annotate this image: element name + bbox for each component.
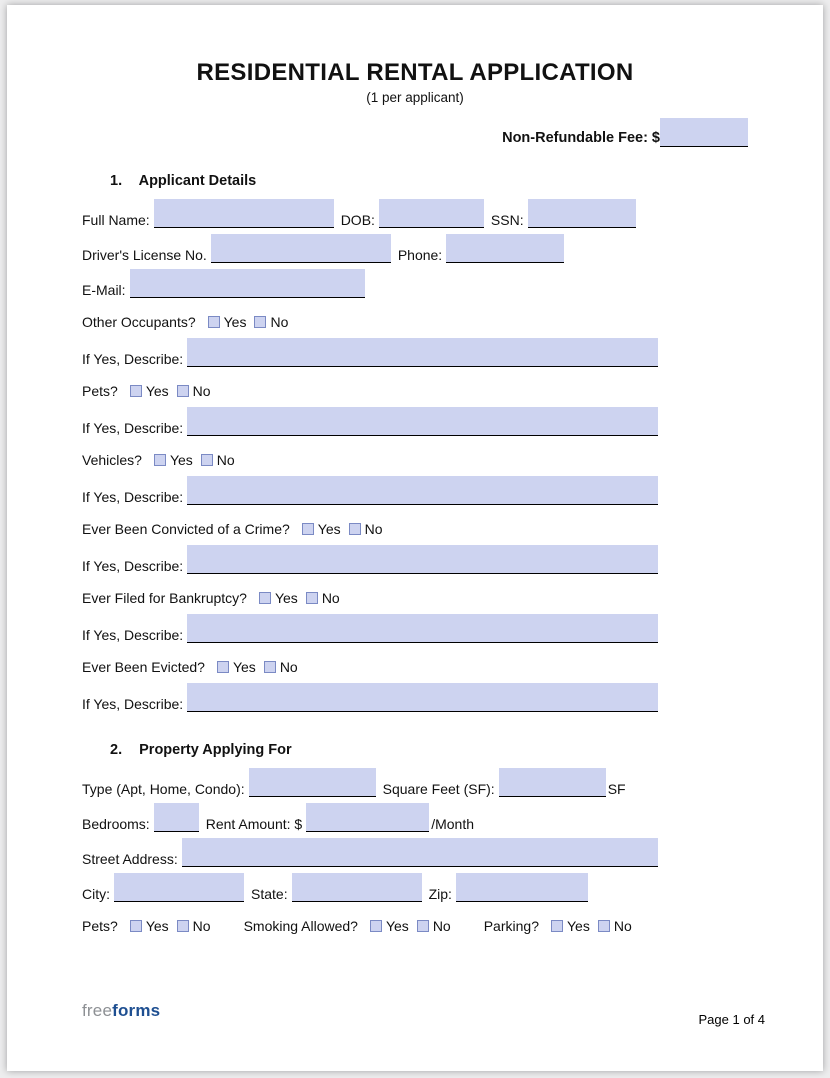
bedrooms-rent-row [82, 802, 748, 832]
property-type-field[interactable] [249, 768, 376, 797]
if-yes-describe-label: If Yes, Describe: [82, 420, 184, 436]
yes-option-label: Yes [317, 521, 341, 537]
convicted-describe-field[interactable] [187, 545, 658, 574]
sf-suffix-label: SF [607, 781, 626, 797]
no-option-label: No [270, 314, 289, 330]
bankruptcy-question [82, 590, 340, 606]
convicted-row [82, 519, 748, 539]
describe-row-5 [82, 613, 748, 643]
drivers-license-field[interactable] [211, 234, 391, 263]
ssn-label: SSN: [490, 212, 524, 228]
convicted-yes-checkbox[interactable] [302, 523, 314, 535]
bankruptcy-yes-checkbox[interactable] [259, 592, 271, 604]
bankruptcy-no-checkbox[interactable] [306, 592, 318, 604]
describe-row-3 [82, 475, 748, 505]
evicted-no-checkbox[interactable] [264, 661, 276, 673]
bedrooms-label: Bedrooms: [82, 816, 150, 832]
email-row [82, 268, 748, 298]
yes-option-label: Yes [232, 659, 256, 675]
no-option-label: No [192, 383, 211, 399]
vehicles-row [82, 450, 748, 470]
vehicles-describe-field[interactable] [187, 476, 658, 505]
section-2-number: 2. [110, 742, 123, 758]
document-title: RESIDENTIAL RENTAL APPLICATION [196, 59, 634, 86]
ssn-field[interactable] [528, 199, 636, 228]
pets-yes-checkbox[interactable] [130, 385, 142, 397]
other-occupants-question [82, 314, 288, 330]
full-name-row [82, 198, 748, 228]
state-field[interactable] [292, 873, 422, 902]
other-occupants-row [82, 312, 748, 332]
yes-option-label: Yes [223, 314, 247, 330]
if-yes-describe-label: If Yes, Describe: [82, 351, 184, 367]
parking-yes-checkbox[interactable] [551, 920, 563, 932]
no-option-label: No [279, 659, 298, 675]
no-option-label: No [432, 918, 451, 934]
vehicles-no-checkbox[interactable] [201, 454, 213, 466]
convicted-no-checkbox[interactable] [349, 523, 361, 535]
smoking-question [244, 918, 451, 934]
property-options-row [82, 916, 748, 936]
if-yes-describe-label: If Yes, Describe: [82, 558, 184, 574]
parking-question [484, 918, 632, 934]
brand-free-text: free [82, 1001, 113, 1020]
bedrooms-field[interactable] [154, 803, 199, 832]
no-option-label: No [192, 918, 211, 934]
fee-label: Non-Refundable Fee: $ [502, 130, 660, 146]
yes-option-label: Yes [385, 918, 409, 934]
bankruptcy-label: Ever Filed for Bankruptcy? [82, 590, 247, 606]
document-subtitle: (1 per applicant) [366, 90, 464, 105]
convicted-question [82, 521, 383, 537]
property-pets-question [82, 918, 211, 934]
property-type-label: Type (Apt, Home, Condo): [82, 781, 245, 797]
smoking-no-checkbox[interactable] [417, 920, 429, 932]
parking-label: Parking? [483, 918, 539, 934]
pets-label: Pets? [82, 383, 118, 399]
street-address-label: Street Address: [82, 851, 178, 867]
no-option-label: No [216, 452, 235, 468]
phone-label: Phone: [397, 247, 443, 263]
freeforms-logo [82, 1001, 160, 1021]
bankruptcy-describe-field[interactable] [187, 614, 658, 643]
page-indicator: Page 1 of 4 [698, 1012, 765, 1027]
city-label: City: [82, 886, 110, 902]
full-name-field[interactable] [154, 199, 334, 228]
other-occupants-no-checkbox[interactable] [254, 316, 266, 328]
yes-option-label: Yes [274, 590, 298, 606]
square-feet-field[interactable] [499, 768, 606, 797]
vehicles-yes-checkbox[interactable] [154, 454, 166, 466]
rental-application-page [7, 5, 823, 1071]
email-field[interactable] [130, 269, 365, 298]
street-address-field[interactable] [182, 838, 658, 867]
if-yes-describe-label: If Yes, Describe: [82, 627, 184, 643]
if-yes-describe-label: If Yes, Describe: [82, 489, 184, 505]
convicted-label: Ever Been Convicted of a Crime? [82, 521, 290, 537]
property-pets-yes-checkbox[interactable] [130, 920, 142, 932]
property-pets-no-checkbox[interactable] [177, 920, 189, 932]
rent-amount-label: Rent Amount: $ [205, 816, 303, 832]
evicted-label: Ever Been Evicted? [82, 659, 205, 675]
bankruptcy-row [82, 588, 748, 608]
other-occupants-label: Other Occupants? [82, 314, 196, 330]
pets-question [82, 383, 211, 399]
section-1-number: 1. [110, 173, 123, 189]
evicted-row [82, 657, 748, 677]
rent-amount-field[interactable] [306, 803, 429, 832]
drivers-license-label: Driver's License No. [82, 247, 207, 263]
yes-option-label: Yes [566, 918, 590, 934]
describe-row-1 [82, 337, 748, 367]
describe-row-4 [82, 544, 748, 574]
per-month-suffix-label: /Month [431, 816, 475, 832]
zip-label: Zip: [428, 886, 452, 902]
no-option-label: No [613, 918, 632, 934]
section-2-title: Property Applying For [139, 742, 292, 758]
evicted-question [82, 659, 298, 675]
describe-row-6 [82, 682, 748, 712]
drivers-license-row [82, 233, 748, 263]
section-1-title: Applicant Details [138, 173, 257, 189]
pets-describe-field[interactable] [187, 407, 658, 436]
property-type-row [82, 767, 748, 797]
yes-option-label: Yes [145, 918, 169, 934]
parking-no-checkbox[interactable] [598, 920, 610, 932]
square-feet-label: Square Feet (SF): [382, 781, 495, 797]
fee-field[interactable] [660, 118, 748, 147]
if-yes-describe-label: If Yes, Describe: [82, 696, 184, 712]
page-footer [82, 1001, 765, 1027]
describe-row-2 [82, 406, 748, 436]
other-occupants-yes-checkbox[interactable] [208, 316, 220, 328]
evicted-yes-checkbox[interactable] [217, 661, 229, 673]
street-address-row [82, 837, 748, 867]
smoking-label: Smoking Allowed? [243, 918, 358, 934]
vehicles-label: Vehicles? [82, 452, 142, 468]
evicted-describe-field[interactable] [187, 683, 658, 712]
city-state-zip-row [82, 872, 748, 902]
smoking-yes-checkbox[interactable] [370, 920, 382, 932]
email-label: E-Mail: [82, 282, 126, 298]
fee-row [82, 115, 748, 147]
yes-option-label: Yes [145, 383, 169, 399]
vehicles-question [82, 452, 235, 468]
section-2-heading [110, 742, 748, 762]
state-label: State: [251, 886, 288, 902]
city-field[interactable] [114, 873, 244, 902]
dob-field[interactable] [379, 199, 484, 228]
pets-no-checkbox[interactable] [177, 385, 189, 397]
dob-label: DOB: [340, 212, 375, 228]
pets-row [82, 381, 748, 401]
property-pets-label: Pets? [82, 918, 118, 934]
no-option-label: No [364, 521, 383, 537]
other-occupants-describe-field[interactable] [187, 338, 658, 367]
yes-option-label: Yes [169, 452, 193, 468]
no-option-label: No [321, 590, 340, 606]
full-name-label: Full Name: [82, 212, 150, 228]
zip-field[interactable] [456, 873, 588, 902]
section-1-heading [110, 173, 748, 193]
phone-field[interactable] [446, 234, 564, 263]
brand-forms-text: forms [112, 1001, 161, 1020]
